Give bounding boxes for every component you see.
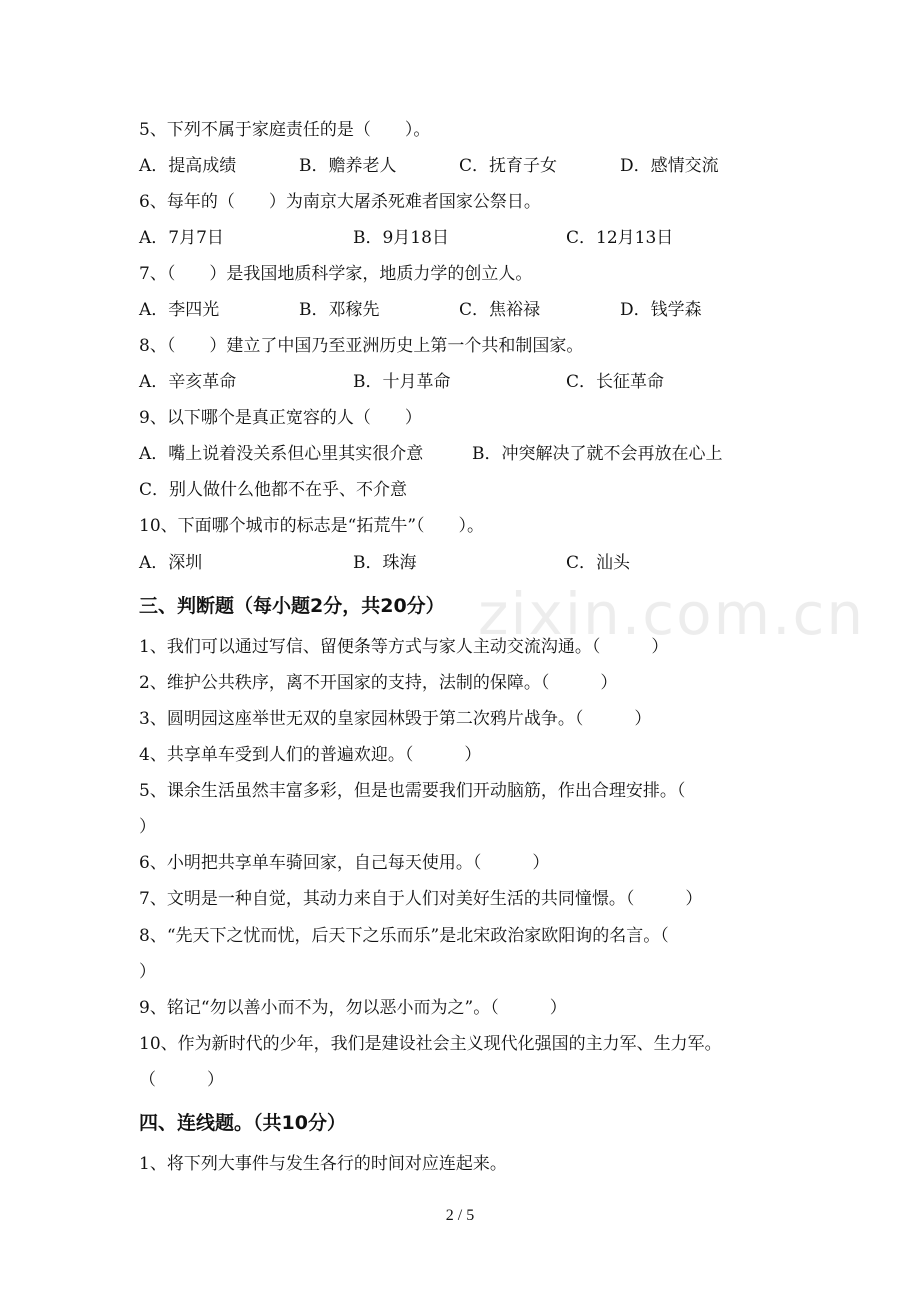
judge-item-1: 1、我们可以通过写信、留便条等方式与家人主动交流沟通。（ ） <box>139 637 669 657</box>
judge-item-10: 10、作为新时代的少年，我们是建设社会主义现代化强国的主力军、生力军。 <box>139 1034 722 1054</box>
q6-option-b: B．9月18日 <box>353 228 449 248</box>
q7-option-b: B．邓稼先 <box>299 300 380 320</box>
q7-option-c: C．焦裕禄 <box>459 300 541 320</box>
judge-item-2: 2、维护公共秩序，离不开国家的支持，法制的保障。（ ） <box>139 673 618 693</box>
q10-option-b: B．珠海 <box>353 553 417 573</box>
judge-item-4: 4、共享单车受到人们的普遍欢迎。（ ） <box>139 745 482 765</box>
question-10-stem: 10、下面哪个城市的标志是“拓荒牛”（ ）。 <box>139 516 485 536</box>
q5-option-d: D．感情交流 <box>620 156 719 176</box>
section-4-title: 四、连线题。（共10分） <box>139 1112 346 1134</box>
judge-item-5: 5、课余生活虽然丰富多彩，但是也需要我们开动脑筋，作出合理安排。（ <box>139 781 686 801</box>
q7-option-a: A．李四光 <box>139 300 220 320</box>
page-number: 2 / 5 <box>445 1207 475 1224</box>
question-8-stem: 8、（ ）建立了中国乃至亚洲历史上第一个共和制国家。 <box>139 336 584 356</box>
judge-item-8-cont: ） <box>139 962 156 982</box>
question-5-stem: 5、下列不属于家庭责任的是（ ）。 <box>139 120 431 140</box>
q5-option-c: C．抚育子女 <box>459 156 558 176</box>
judge-item-3: 3、圆明园这座举世无双的皇家园林毁于第二次鸦片战争。（ ） <box>139 709 652 729</box>
q10-option-a: A．深圳 <box>139 553 203 573</box>
question-6-stem: 6、每年的（ ）为南京大屠杀死难者国家公祭日。 <box>139 192 541 212</box>
judge-item-5-cont: ） <box>139 817 156 837</box>
judge-item-7: 7、文明是一种自觉，其动力来自于人们对美好生活的共同憧憬。（ ） <box>139 889 703 909</box>
judge-item-6: 6、小明把共享单车骑回家，自己每天使用。（ ） <box>139 853 550 873</box>
q6-option-a: A．7月7日 <box>139 228 224 248</box>
q7-option-d: D．钱学森 <box>620 300 702 320</box>
judge-item-9: 9、铭记“勿以善小而不为，勿以恶小而为之”。（ ） <box>139 998 567 1018</box>
q8-option-a: A．辛亥革命 <box>139 372 237 392</box>
q8-option-c: C．长征革命 <box>566 372 665 392</box>
matching-item-1: 1、将下列大事件与发生各行的时间对应连起来。 <box>139 1154 507 1174</box>
question-7-stem: 7、（ ）是我国地质科学家，地质力学的创立人。 <box>139 264 533 284</box>
watermark: zixin.com.cn <box>478 580 866 648</box>
q6-option-c: C．12月13日 <box>566 228 674 248</box>
q10-option-c: C．汕头 <box>566 553 631 573</box>
q9-option-a: A．嘴上说着没关系但心里其实很介意 <box>139 444 424 464</box>
q5-option-b: B．赡养老人 <box>299 156 397 176</box>
q8-option-b: B．十月革命 <box>353 372 451 392</box>
q9-option-b: B．冲突解决了就不会再放在心上 <box>472 444 723 464</box>
judge-item-8: 8、“先天下之忧而忧，后天下之乐而乐”是北宋政治家欧阳询的名言。（ <box>139 926 669 946</box>
q9-option-c: C．别人做什么他都不在乎、不介意 <box>139 480 408 500</box>
section-3-title: 三、判断题（每小题2分，共20分） <box>139 595 445 617</box>
question-9-stem: 9、以下哪个是真正宽容的人（ ） <box>139 408 422 428</box>
q5-option-a: A．提高成绩 <box>139 156 237 176</box>
judge-item-10-cont: （ ） <box>139 1070 224 1090</box>
